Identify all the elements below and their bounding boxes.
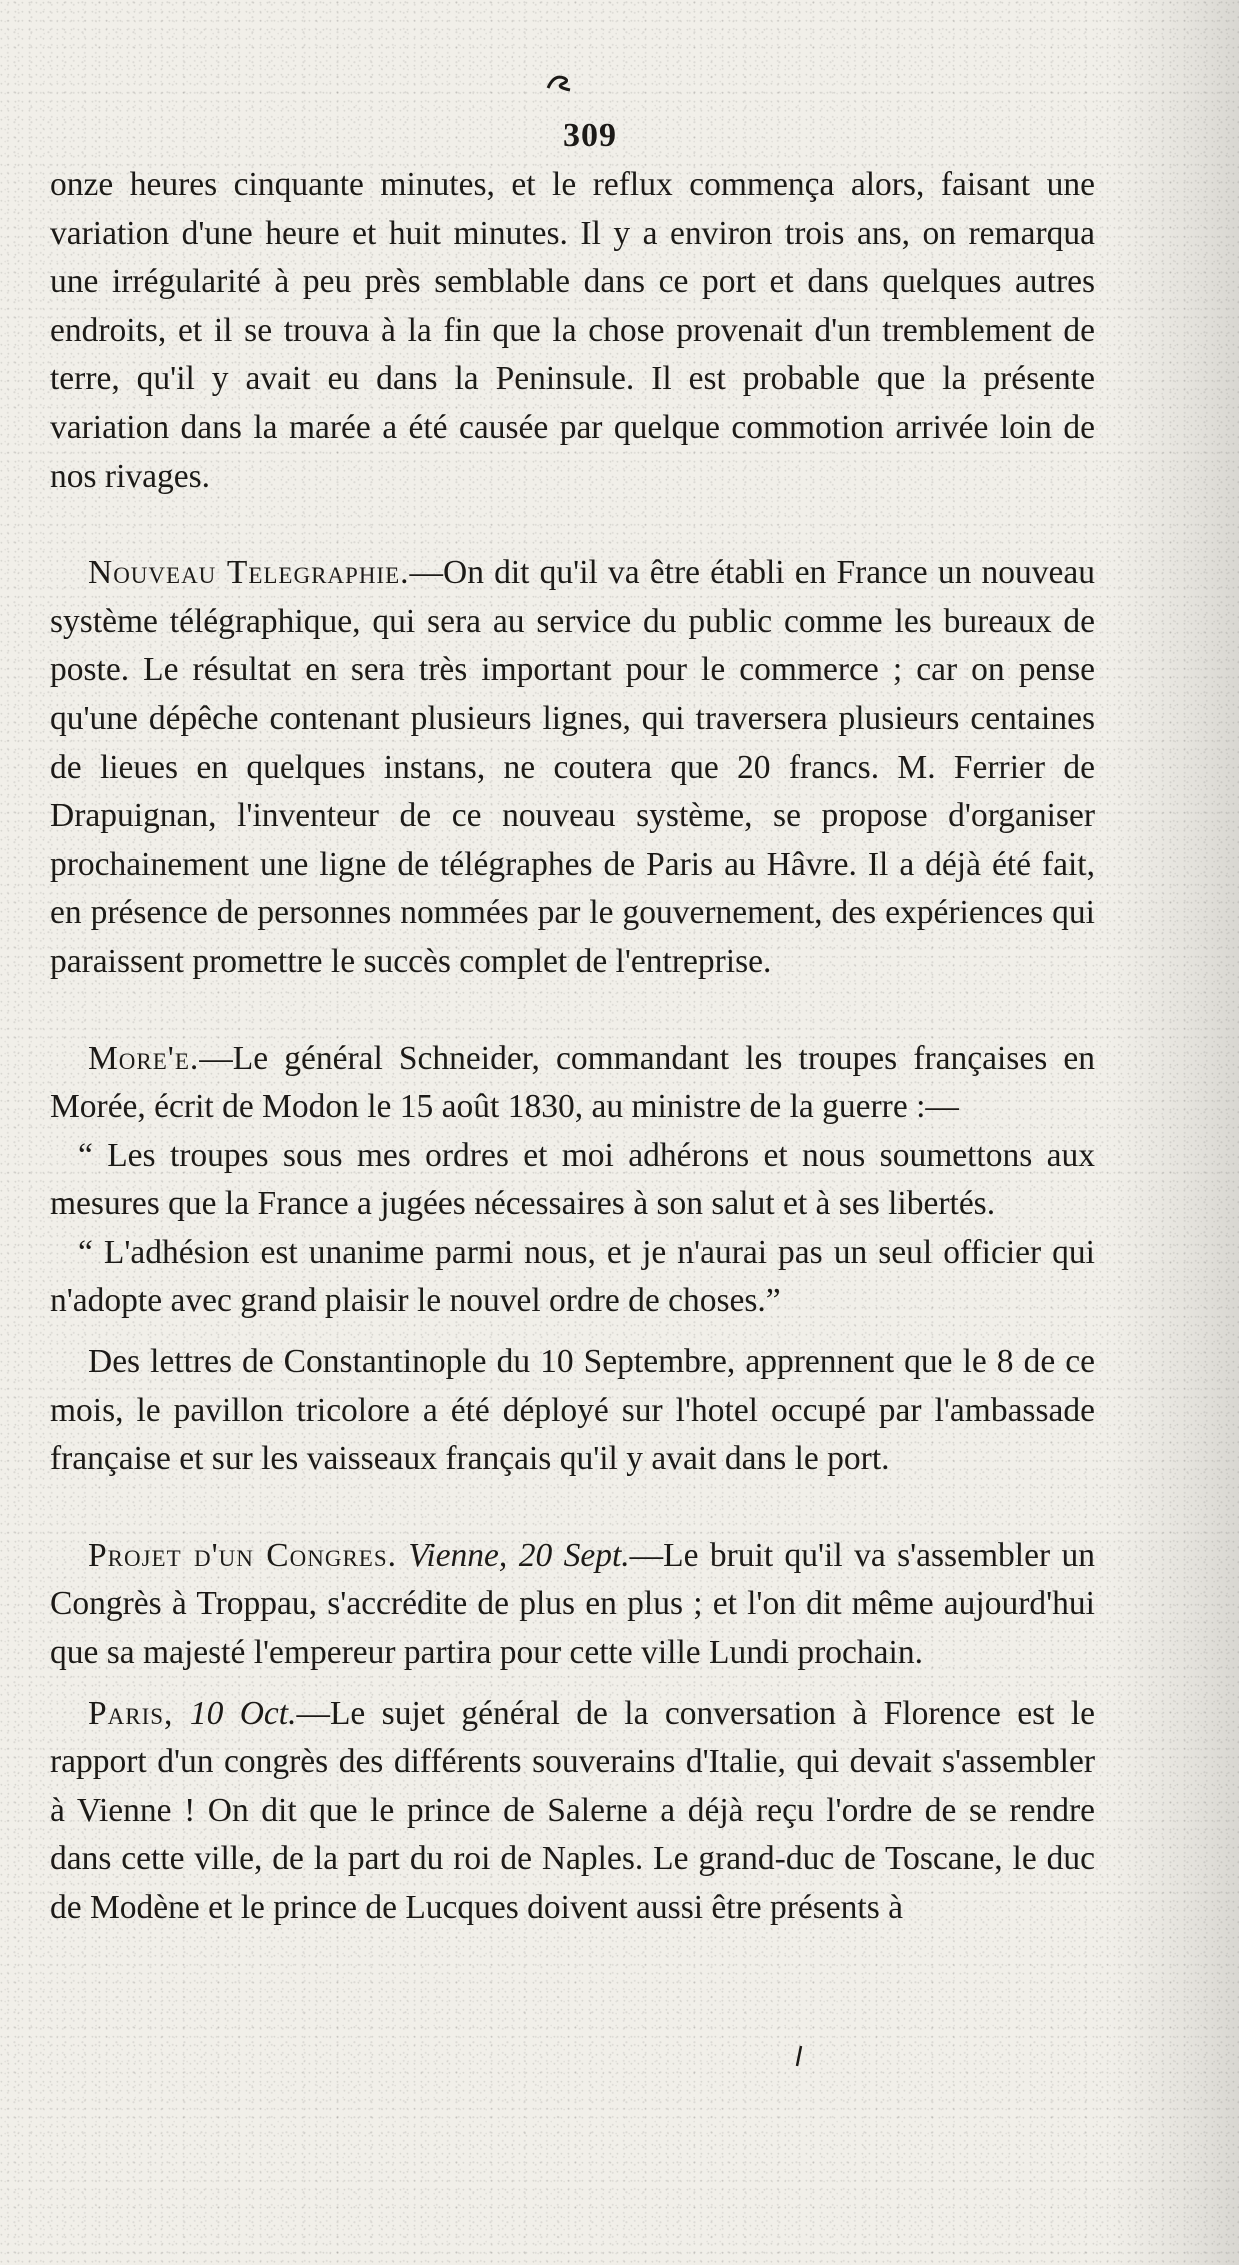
paragraph-text: Des lettres de Constantinople du 10 Septembre, apprennent que le 8 de ce mois, le pavillon tricolore a été déployé sur l'hotel occupé par l'ambassade française et sur les vaisseaux français qu'il y avait dans le port.: [50, 1343, 1095, 1478]
paragraph-congress: [50, 1532, 1095, 1678]
ink-mark-icon: [795, 2045, 803, 2067]
page-number: 309: [563, 117, 617, 154]
paragraph-text: —On dit qu'il va être établi en France un nouveau système télégraphique, qui sera au service du public comme les bureaux de poste. Le résultat en sera très important pour le commerce ; car on pense qu'une dépêche contenant plusieurs lignes, qui traversera plusieurs centaines de lieues en quelques instans, ne coutera que 20 francs. M. Ferrier de Drapuignan, l'inventeur de ce nouveau système, se propose d'organiser prochainement une ligne de télégraphes de Paris au Hâvre. Il a déjà été fait, en présence de personnes nommées par le gouvernement, des expériences qui paraissent promettre le succès complet de l'entreprise.: [50, 554, 1095, 980]
section-heading: Nouveau Telegraphie.: [88, 554, 410, 592]
paragraph-text: onze heures cinquante minutes, et le reflux commença alors, faisant une variation d'une heure et huit minutes. Il y a environ trois ans, on remarqua une irrégularité à peu près semblable dans ce port et dans quelques autres endroits, et il se trouva à la fin que la chose provenait d'un tremblement de terre, qu'il y avait eu dans la Peninsule. Il est probable que la présente variation dans la marée a été causée par quelque commotion arrivée loin de nos rivages.: [50, 166, 1095, 495]
paragraph-paris: [50, 1690, 1095, 1933]
section-heading: Paris,: [88, 1694, 174, 1732]
dateline: Vienne, 20 Sept.: [408, 1536, 630, 1574]
document-page: [50, 95, 1095, 1933]
dateline: 10 Oct.: [189, 1694, 297, 1732]
paragraph-constantinople: [50, 1338, 1095, 1484]
paragraph-text: —Le sujet général de la conversation à Florence est le rapport d'un congrès des différents souverains d'Italie, qui devait s'assembler à Vienne ! On dit que le prince de Salerne a déjà reçu l'ordre de se rendre dans cette ville, de la part du roi de Naples. Le grand-duc de Toscane, le duc de Modène et le prince de Lucques doivent aussi être présents à: [50, 1694, 1096, 1926]
section-heading: More'e.: [88, 1039, 200, 1077]
paragraph-text: “ Les troupes sous mes ordres et moi adhérons et nous soumettons aux mesures que la France a jugées nécessaires à son salut et à ses libertés.: [50, 1136, 1095, 1223]
paragraph-tide-report: [50, 161, 1095, 501]
paragraph-telegraph: [50, 549, 1095, 986]
quote-paragraph: [50, 1229, 1095, 1326]
section-heading: Projet d'un Congres.: [88, 1536, 398, 1574]
quote-paragraph: [50, 1132, 1095, 1229]
header-ornament-icon: [540, 70, 580, 94]
paragraph-text: “ L'adhésion est unanime parmi nous, et je n'aurai pas un seul officier qui n'adopte avec grand plaisir le nouvel ordre de choses.”: [50, 1233, 1095, 1320]
paragraph-moree: [50, 1035, 1095, 1132]
paragraph-text: —Le bruit qu'il va s'assembler un Congrès à Troppau, s'accrédite de plus en plus ; et l'on dit même aujourd'hui que sa majesté l'empereur partira pour cette ville Lundi prochain.: [50, 1536, 1095, 1672]
paragraph-text: —Le général Schneider, commandant les troupes françaises en Morée, écrit de Modon le 15 août 1830, au ministre de la guerre :—: [50, 1039, 1095, 1126]
page-edge-shadow: [1109, 0, 1239, 2265]
